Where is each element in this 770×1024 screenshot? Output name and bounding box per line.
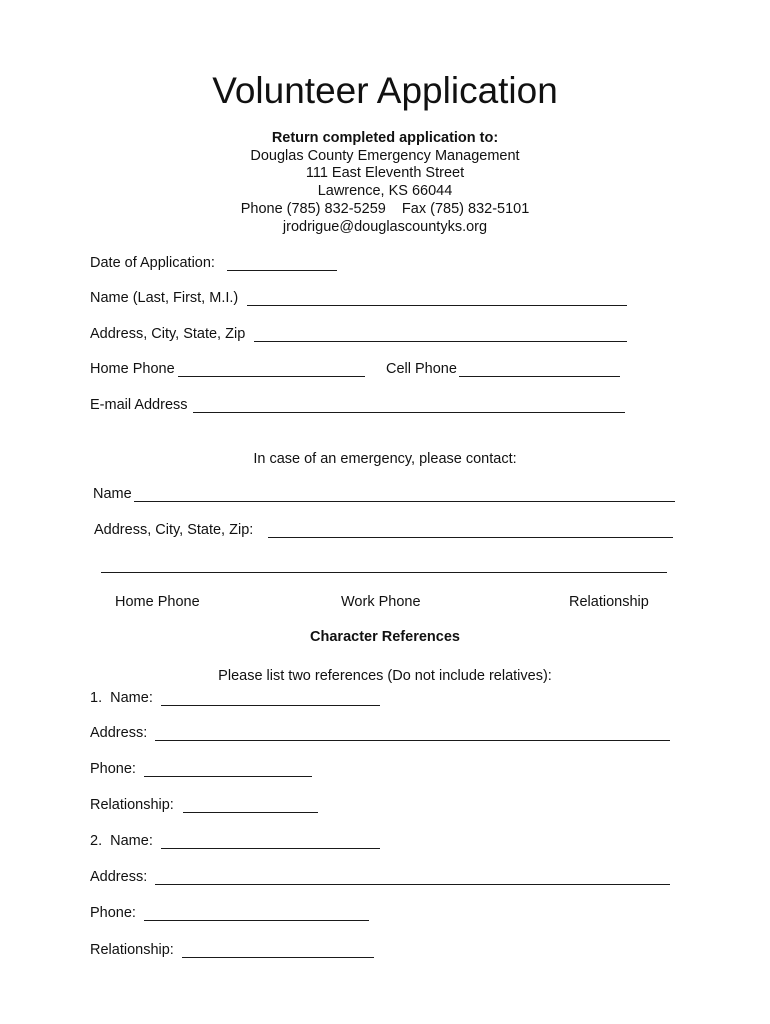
ref2-name-input[interactable] [161, 848, 380, 849]
ref1-address-label: Address: [90, 725, 148, 741]
ref1-name-label: 1. Name: [90, 690, 153, 706]
address-label: Address, City, State, Zip [90, 326, 246, 342]
org-city: Lawrence, KS 66044 [317, 183, 453, 199]
ref1-relationship-label: Relationship: [90, 797, 174, 813]
emergency-address-label: Address, City, State, Zip: [94, 522, 254, 538]
address-input[interactable] [254, 341, 627, 342]
name-input[interactable] [247, 305, 627, 306]
references-heading: Character References [310, 629, 460, 645]
org-street: 111 East Eleventh Street [305, 165, 465, 181]
ref1-address-input[interactable] [155, 740, 670, 741]
date-input[interactable] [227, 270, 337, 271]
ref1-name-input[interactable] [161, 705, 380, 706]
emergency-name-label: Name [93, 486, 132, 502]
ref2-relationship-input[interactable] [182, 957, 374, 958]
org-phone-fax: Phone (785) 832-5259 Fax (785) 832-5101 [240, 201, 530, 217]
emergency-heading: In case of an emergency, please contact: [253, 451, 517, 467]
cell-phone-input[interactable] [459, 376, 620, 377]
email-input[interactable] [193, 412, 625, 413]
email-label: E-mail Address [90, 397, 188, 413]
name-label: Name (Last, First, M.I.) [90, 290, 239, 306]
home-phone-input[interactable] [178, 376, 365, 377]
home-phone-label: Home Phone [90, 361, 175, 377]
emergency-name-input[interactable] [134, 501, 675, 502]
ref2-phone-label: Phone: [90, 905, 136, 921]
ref2-relationship-label: Relationship: [90, 942, 174, 958]
ref2-name-label: 2. Name: [90, 833, 153, 849]
org-name: Douglas County Emergency Management [250, 148, 520, 164]
emergency-address-input[interactable] [268, 537, 673, 538]
ref2-address-label: Address: [90, 869, 148, 885]
emergency-phones-input[interactable] [101, 572, 667, 573]
date-label: Date of Application: [90, 255, 215, 271]
return-label: Return completed application to: [271, 130, 499, 146]
ref1-phone-input[interactable] [144, 776, 312, 777]
org-email: jrodrigue@douglascountyks.org [282, 219, 488, 235]
emergency-work-phone-label: Work Phone [341, 594, 421, 610]
ref1-phone-label: Phone: [90, 761, 136, 777]
emergency-home-phone-label: Home Phone [115, 594, 200, 610]
ref2-phone-input[interactable] [144, 920, 369, 921]
emergency-relationship-label: Relationship [569, 594, 649, 610]
page-title: Volunteer Application [212, 70, 558, 111]
references-instructions: Please list two references (Do not include relatives): [218, 668, 552, 684]
ref2-address-input[interactable] [155, 884, 670, 885]
ref1-relationship-input[interactable] [183, 812, 318, 813]
cell-phone-label: Cell Phone [386, 361, 457, 377]
